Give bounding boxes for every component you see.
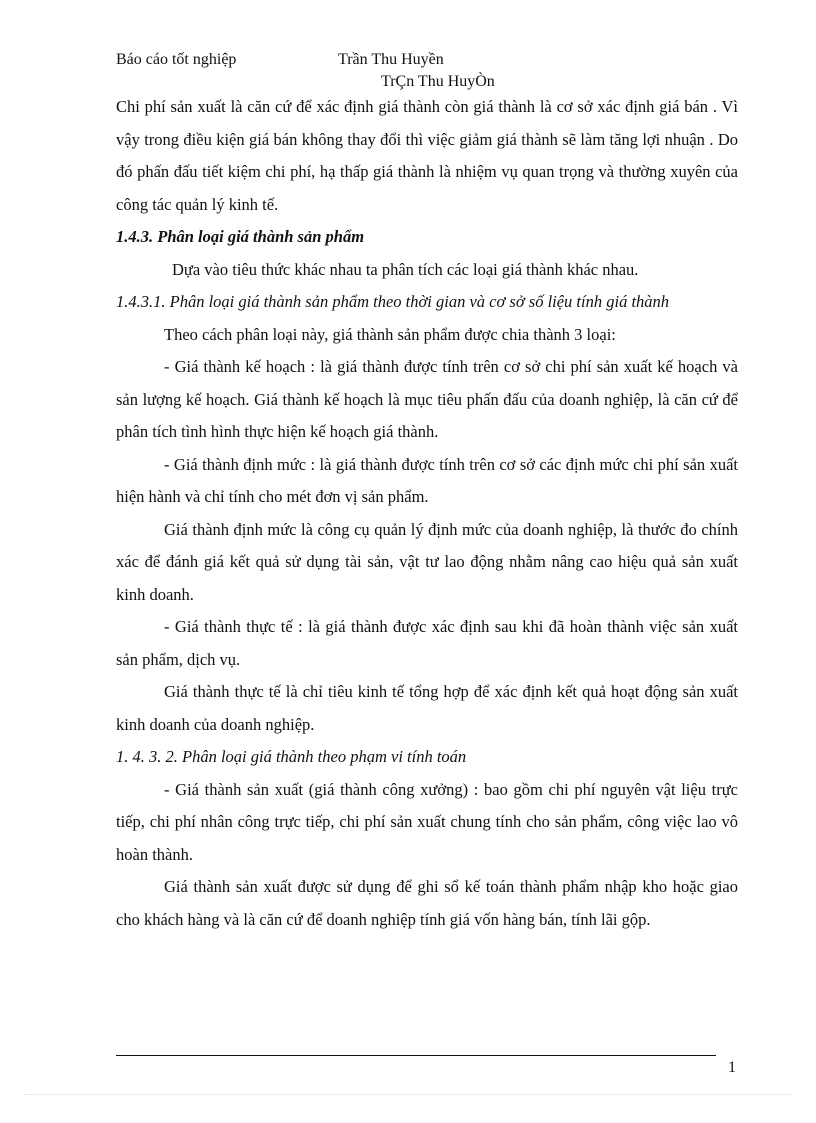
header-author: Trần Thu Huyền [338,51,444,68]
paragraph: Giá thành thực tế là chỉ tiêu kinh tế tổng hợp để xác định kết quả hoạt động sản xuất kinh doanh của doanh nghiệp. [116,682,738,734]
paragraph: Dựa vào tiêu thức khác nhau ta phân tích các loại giá thành khác nhau. [172,259,639,279]
footer-rule [116,1055,716,1056]
section-heading-1-4-3: 1.4.3. Phân loại giá thành sản phẩm [116,227,365,246]
page-bottom-dotted-border [24,1094,792,1095]
list-item-production-cost: - Giá thành sản xuất (giá thành công xưởng) : bao gồm chi phí nguyên vật liệu trực tiếp, chi phí nhân công trực tiếp, chi phí sản xuất chung tính cho sản phẩm, công việc lao vô hoàn thành. [116,779,738,864]
list-item-actual-cost: - Giá thành thực tế : là giá thành được xác định sau khi đã hoàn thành việc sản xuất sản phẩm, dịch vụ. [116,617,738,669]
header-report-title: Báo cáo tốt nghiệp [116,51,237,68]
paragraph: Chi phí sản xuất là căn cứ để xác định giá thành còn giá thành là cơ sở xác định giá bán . Vì vậy trong điều kiện giá bán không thay đổi thì việc giảm giá thành sẽ làm tăng lợi nhuận . Do đó phấn đấu tiết kiệm chi phí, hạ thấp giá thành là nhiệm vụ quan trọng và thường xuyên của công tác quản lý kinh tế. [116,97,738,214]
paragraph: Theo cách phân loại này, giá thành sản phẩm được chia thành 3 loại: [164,324,616,344]
subsection-heading-1-4-3-2: 1. 4. 3. 2. Phân loại giá thành theo phạm vi tính toán [116,747,467,766]
header-author-garbled: TrÇn Thu HuyÒn [381,73,495,90]
paragraph: Giá thành sản xuất được sử dụng để ghi sổ kế toán thành phẩm nhập kho hoặc giao cho khách hàng và là căn cứ để doanh nghiệp tính giá vốn hàng bán, tính lãi gộp. [116,877,738,929]
list-item-standard-cost: - Giá thành định mức : là giá thành được tính trên cơ sở các định mức chi phí sản xuất hiện hành và chỉ tính cho mét đơn vị sản phẩm. [116,454,738,506]
page-number: 1 [728,1059,736,1076]
list-item-planned-cost: - Giá thành kế hoạch : là giá thành được tính trên cơ sở chi phí sản xuất kế hoạch và sản lượng kế hoạch. Giá thành kế hoạch là mục tiêu phấn đấu của doanh nghiệp, là căn cứ để phân tích tình hình thực hiện kế hoạch giá thành. [116,357,738,441]
paragraph: Giá thành định mức là công cụ quản lý định mức của doanh nghiệp, là thước đo chính xác để đánh giá kết quả sử dụng tài sản, vật tư lao động nhằm nâng cao hiệu quả sản xuất kinh doanh. [116,519,738,604]
document-body [116,91,738,936]
subsection-heading-1-4-3-1: 1.4.3.1. Phân loại giá thành sản phẩm theo thời gian và cơ sở số liệu tính giá thành [116,292,670,311]
